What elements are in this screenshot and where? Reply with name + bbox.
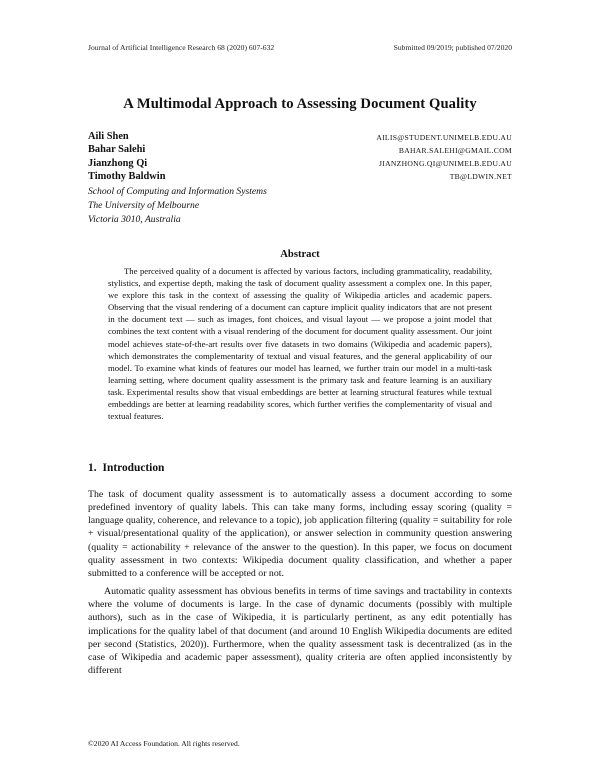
- section-number: 1.: [88, 462, 97, 474]
- author-name: Aili Shen: [88, 131, 129, 142]
- paragraph: Automatic quality assessment has obvious benefits in terms of time savings and tractability in contexts where the volume of documents is large. In the case of dynamic documents (possibly with multiple authors), such as in the case of Wikipedia, it is particularly pertinent, as any edit potentially has implications for the quality label of that document (and around 10 English Wikipedia documents are edited per second (Statistics, 2020)). Furthermore, when the quality assessment task is decentralized (as in the case of Wikipedia and academic paper assessment), quality criteria are often applied inconsistently by different: [88, 586, 512, 677]
- author-email: TB@LDWIN.NET: [449, 172, 512, 182]
- journal-citation: Journal of Artificial Intelligence Research 68 (2020) 607-632: [88, 43, 275, 52]
- author-row: [88, 131, 512, 144]
- author-name: Timothy Baldwin: [88, 170, 166, 182]
- section-heading: [88, 462, 164, 474]
- author-email: AILIS@STUDENT.UNIMELB.EDU.AU: [376, 132, 512, 142]
- author-name: Jianzhong Qi: [88, 157, 148, 169]
- affiliation-department: School of Computing and Information Systems: [88, 186, 267, 197]
- author-row: [88, 144, 512, 157]
- affiliation: [88, 185, 512, 227]
- author-name: Bahar Salehi: [88, 144, 146, 156]
- section-title: Introduction: [102, 462, 165, 474]
- paragraph: The task of document quality assessment is to automatically assess a document according to some predefined inventory of quality labels. This can take many forms, including essay scoring (quality = language quality, coherence, and relevance to a topic), job application filtering (quality = suitability for role + visual/presentational quality of the application), or answer selection in community question answering (quality = actionability + relevance of the answer to the question). In this paper, we focus on document quality assessment in two contexts: Wikipedia document quality classification, and whether a paper submitted to a conference will be accepted or not.: [88, 489, 512, 579]
- author-row: [88, 158, 512, 171]
- submission-dates: Submitted 09/2019; published 07/2020: [393, 43, 512, 52]
- author-row: [88, 171, 512, 184]
- abstract-text: The perceived quality of a document is affected by various factors, including grammaticality, readability, stylistics, and expertise depth, making the task of document quality assessment a complex one. In this paper, we explore this task in the context of assessing the quality of Wikipedia articles and academic papers. Observing that the visual rendering of a document can capture implicit quality indicators that are not present in the document text — such as images, font choices, and visual layout — we propose a joint model that combines the text content with a visual rendering of the document for document quality assessment. Our joint model achieves state-of-the-art results over five datasets in two domains (Wikipedia and academic papers), which demonstrates the complementarity of textual and visual features, and the general applicability of our model. To examine what kinds of features our model has learned, we further train our model in a multi-task learning setting, where document quality assessment is the primary task and feature learning is an auxiliary task. Experimental results show that visual embeddings are better at learning structural features while textual embeddings are better at learning readability scores, which further verifies the complementarity of visual and textual features.: [108, 266, 492, 422]
- affiliation-university: The University of Melbourne: [88, 200, 200, 211]
- author-block: [88, 131, 512, 184]
- abstract-heading: Abstract: [280, 249, 320, 260]
- running-header: [88, 43, 512, 55]
- affiliation-address: Victoria 3010, Australia: [88, 214, 181, 225]
- copyright-footer: ©2020 AI Access Foundation. All rights reserved.: [88, 739, 240, 748]
- author-email: JIANZHONG.QI@UNIMELB.EDU.AU: [379, 159, 512, 169]
- paper-title: A Multimodal Approach to Assessing Document Quality: [123, 96, 477, 112]
- author-email: BAHAR.SALEHI@GMAIL.COM: [398, 145, 512, 155]
- body-text: [88, 488, 512, 682]
